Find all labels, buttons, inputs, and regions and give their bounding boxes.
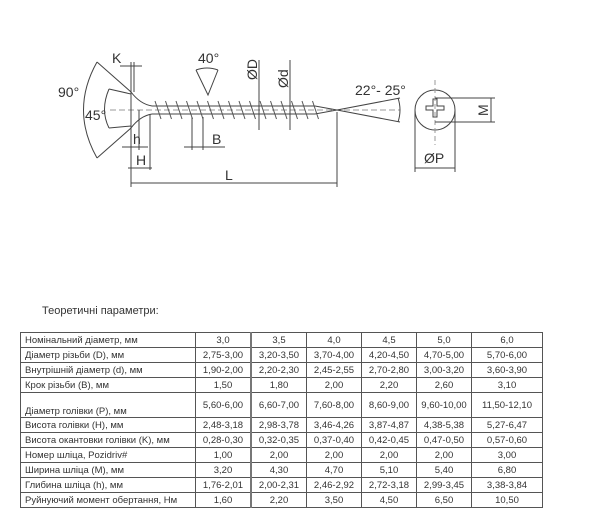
cell-value: 7,60-8,00 [307,393,362,418]
row-label: Номінальний діаметр, мм [21,333,196,348]
label-L: L [225,167,233,183]
screw-technical-drawing [0,0,600,210]
row-label: Висота голівки (H), мм [21,418,196,433]
cell-value: 4,30 [251,463,307,478]
label-P: ØP [424,150,445,166]
cell-value: 3,46-4,26 [307,418,362,433]
row-label: Ширина шліца (M), мм [21,463,196,478]
cell-value: 0,47-0,50 [417,433,472,448]
cell-value: 2,98-3,78 [251,418,307,433]
cell-value: 2,60 [417,378,472,393]
row-label: Руйнуючий момент обертання, Нм [21,493,196,508]
row-label: Глибина шліца (h), мм [21,478,196,493]
row-label: Діаметр різьби (D), мм [21,348,196,363]
cell-value: 4,50 [362,493,417,508]
cell-value: 2,20 [362,378,417,393]
label-h: h [133,131,141,147]
cell-value: 3,87-4,87 [362,418,417,433]
cell-value: 2,46-2,92 [307,478,362,493]
cell-value: 3,10 [472,378,543,393]
cell-value: 4,70 [307,463,362,478]
label-H: H [136,152,147,168]
cell-value: 2,20-2,30 [251,363,307,378]
cell-value: 2,45-2,55 [307,363,362,378]
label-tip-angle: 22°- 25° [355,82,406,98]
table-row [21,493,543,508]
cell-value: 5,70-6,00 [472,348,543,363]
table-row [21,393,543,418]
table-row [21,378,543,393]
table-row [21,348,543,363]
cell-value: 10,50 [472,493,543,508]
cell-value: 0,28-0,30 [196,433,252,448]
cell-value: 5,40 [417,463,472,478]
cell-value: 0,57-0,60 [472,433,543,448]
cell-value: 4,0 [307,333,362,348]
cell-value: 3,60-3,90 [472,363,543,378]
label-angle-45: 45° [85,107,107,123]
cell-value: 1,60 [196,493,252,508]
cell-value: 3,20-3,50 [251,348,307,363]
label-B: B [212,131,222,147]
table-row [21,448,543,463]
table-row [21,478,543,493]
cell-value: 4,70-5,00 [417,348,472,363]
label-M: M [475,104,491,116]
cell-value: 2,00-2,31 [251,478,307,493]
cell-value: 2,48-3,18 [196,418,252,433]
cell-value: 3,50 [307,493,362,508]
cell-value: 5,0 [417,333,472,348]
cell-value: 6,0 [472,333,543,348]
cell-value: 2,20 [251,493,307,508]
table-row [21,333,543,348]
label-D: ØD [244,59,260,80]
cell-value: 1,50 [196,378,252,393]
cell-value: 2,70-2,80 [362,363,417,378]
row-label: Номер шліца, Pozidriv# [21,448,196,463]
cell-value: 5,10 [362,463,417,478]
cell-value: 1,80 [251,378,307,393]
cell-value: 1,76-2,01 [196,478,252,493]
parameters-table [20,332,543,508]
cell-value: 9,60-10,00 [417,393,472,418]
table-row [21,433,543,448]
cell-value: 2,00 [307,448,362,463]
cell-value: 2,72-3,18 [362,478,417,493]
label-angle-40: 40° [198,50,220,66]
cell-value: 3,00-3,20 [417,363,472,378]
cell-value: 5,60-6,00 [196,393,252,418]
row-label: Крок різьби (B), мм [21,378,196,393]
cell-value: 2,75-3,00 [196,348,252,363]
label-angle-90: 90° [58,84,80,100]
cell-value: 3,70-4,00 [307,348,362,363]
cell-value: 0,37-0,40 [307,433,362,448]
cell-value: 8,60-9,00 [362,393,417,418]
cell-value: 1,00 [196,448,252,463]
cell-value: 5,27-6,47 [472,418,543,433]
cell-value: 0,32-0,35 [251,433,307,448]
cell-value: 3,5 [251,333,307,348]
table-row [21,463,543,478]
cell-value: 2,00 [251,448,307,463]
cell-value: 11,50-12,10 [472,393,543,418]
row-label: Діаметр голівки (P), мм [21,393,196,418]
section-caption: Теоретичні параметри: [42,305,159,317]
cell-value: 6,80 [472,463,543,478]
label-K: K [112,50,122,66]
cell-value: 2,99-3,45 [417,478,472,493]
cell-value: 0,42-0,45 [362,433,417,448]
cell-value: 2,00 [362,448,417,463]
cell-value: 3,20 [196,463,252,478]
cell-value: 6,60-7,00 [251,393,307,418]
row-label: Внутрішній діаметр (d), мм [21,363,196,378]
cell-value: 3,0 [196,333,252,348]
cell-value: 4,38-5,38 [417,418,472,433]
cell-value: 6,50 [417,493,472,508]
cell-value: 2,00 [417,448,472,463]
cell-value: 3,38-3,84 [472,478,543,493]
row-label: Висота окантовки голівки (K), мм [21,433,196,448]
cell-value: 4,5 [362,333,417,348]
cell-value: 3,00 [472,448,543,463]
cell-value: 2,00 [307,378,362,393]
cell-value: 4,20-4,50 [362,348,417,363]
table-row [21,418,543,433]
cell-value: 1,90-2,00 [196,363,252,378]
label-d: Ød [275,69,291,88]
table-row [21,363,543,378]
